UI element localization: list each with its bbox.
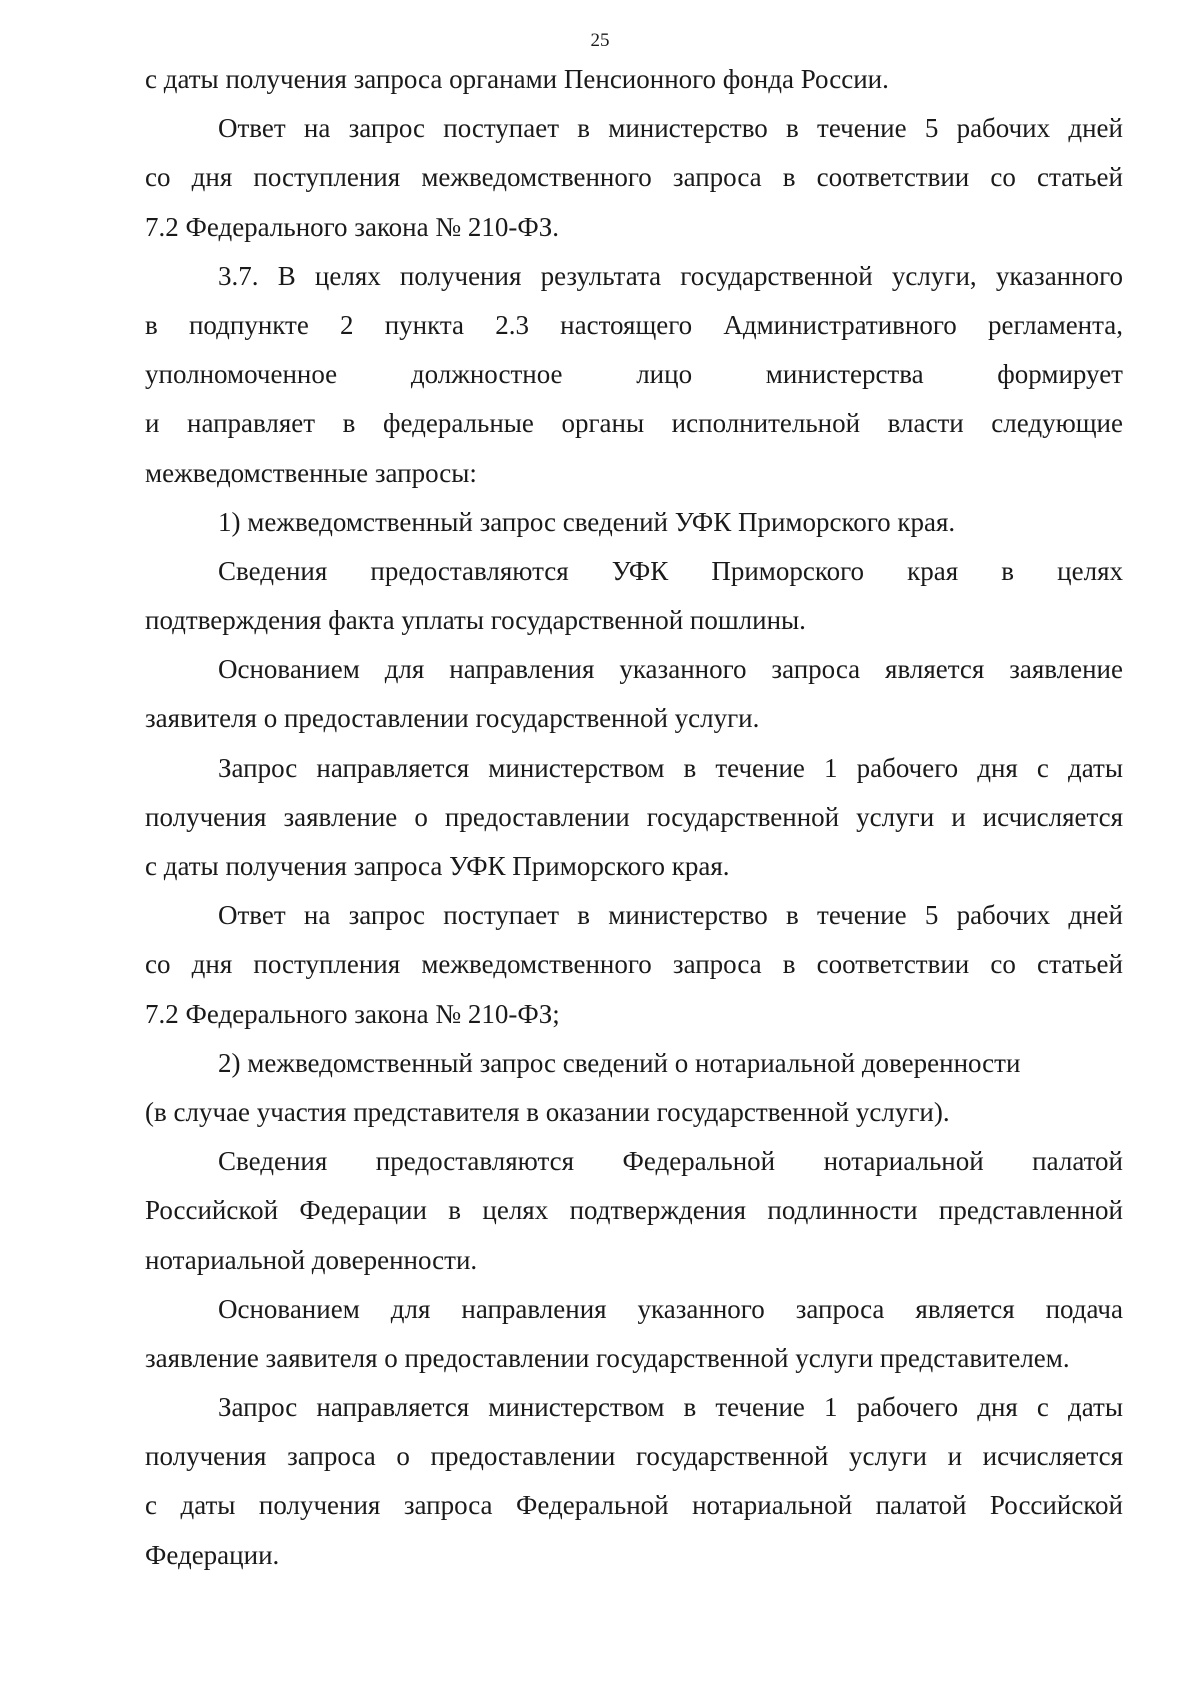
text-line: межведомственные запросы: — [145, 457, 477, 488]
text-line: Запрос направляется министерством в течение 1 рабочего дня с даты — [218, 1392, 1123, 1423]
text-line: с даты получения запроса УФК Приморского края. — [145, 851, 730, 881]
text-line: получения запроса о предоставлении государственной услуги и исчисляется — [145, 1441, 1123, 1472]
text-line: с даты получения запроса Федеральной нотариальной палатой Российской — [145, 1490, 1123, 1521]
text-line: 7.2 Федерального закона № 210-ФЗ. — [145, 211, 559, 242]
text-line: заявление заявителя о предоставлении государственной услуги представителем. — [145, 1342, 1070, 1373]
text-line: подтверждения факта уплаты государственной пошлины. — [145, 605, 806, 636]
text-line: 3.7. В целях получения результата государственной услуги, указанного — [218, 260, 1123, 291]
text-line: Ответ на запрос поступает в министерство в течение 5 рабочих дней — [218, 900, 1123, 931]
text-line: Российской Федерации в целях подтверждения подлинности представленной — [145, 1195, 1123, 1226]
text-line: Сведения предоставляются Федеральной нотариальной палатой — [218, 1146, 1123, 1177]
text-line: 2) межведомственный запрос сведений о нотариальной доверенности — [218, 1047, 1021, 1078]
text-line: Запрос направляется министерством в течение 1 рабочего дня с даты — [218, 752, 1123, 783]
text-line: 7.2 Федерального закона № 210-ФЗ; — [145, 998, 560, 1029]
text-line: Сведения предоставляются УФК Приморского края в целях — [218, 555, 1123, 586]
page-number: 25 — [590, 30, 610, 51]
document-body — [145, 55, 1123, 1580]
text-line: получения заявление о предоставлении государственной услуги и исчисляется — [145, 801, 1123, 832]
text-line: с даты получения запроса органами Пенсионного фонда России. — [145, 64, 889, 94]
text-line: и направляет в федеральные органы исполнительной власти следующие — [145, 408, 1123, 439]
text-line: нотариальной доверенности. — [145, 1244, 478, 1275]
text-line: со дня поступления межведомственного запроса в соответствии со статьей — [145, 162, 1123, 193]
text-line: Ответ на запрос поступает в министерство в течение 5 рабочих дней — [218, 113, 1123, 144]
text-line: 1) межведомственный запрос сведений УФК Приморского края. — [218, 506, 956, 537]
text-line: заявителя о предоставлении государственной услуги. — [145, 703, 760, 734]
text-line: Основанием для направления указанного запроса является заявление — [218, 654, 1123, 685]
text-line: в подпункте 2 пункта 2.3 настоящего Административного регламента, — [145, 309, 1123, 340]
text-line: (в случае участия представителя в оказании государственной услуги). — [145, 1096, 950, 1127]
text-line: со дня поступления межведомственного запроса в соответствии со статьей — [145, 949, 1123, 980]
text-line: Федерации. — [145, 1539, 280, 1570]
text-line: Основанием для направления указанного запроса является подача — [218, 1293, 1123, 1324]
text-line: уполномоченное должностное лицо министерства формирует — [145, 359, 1123, 390]
